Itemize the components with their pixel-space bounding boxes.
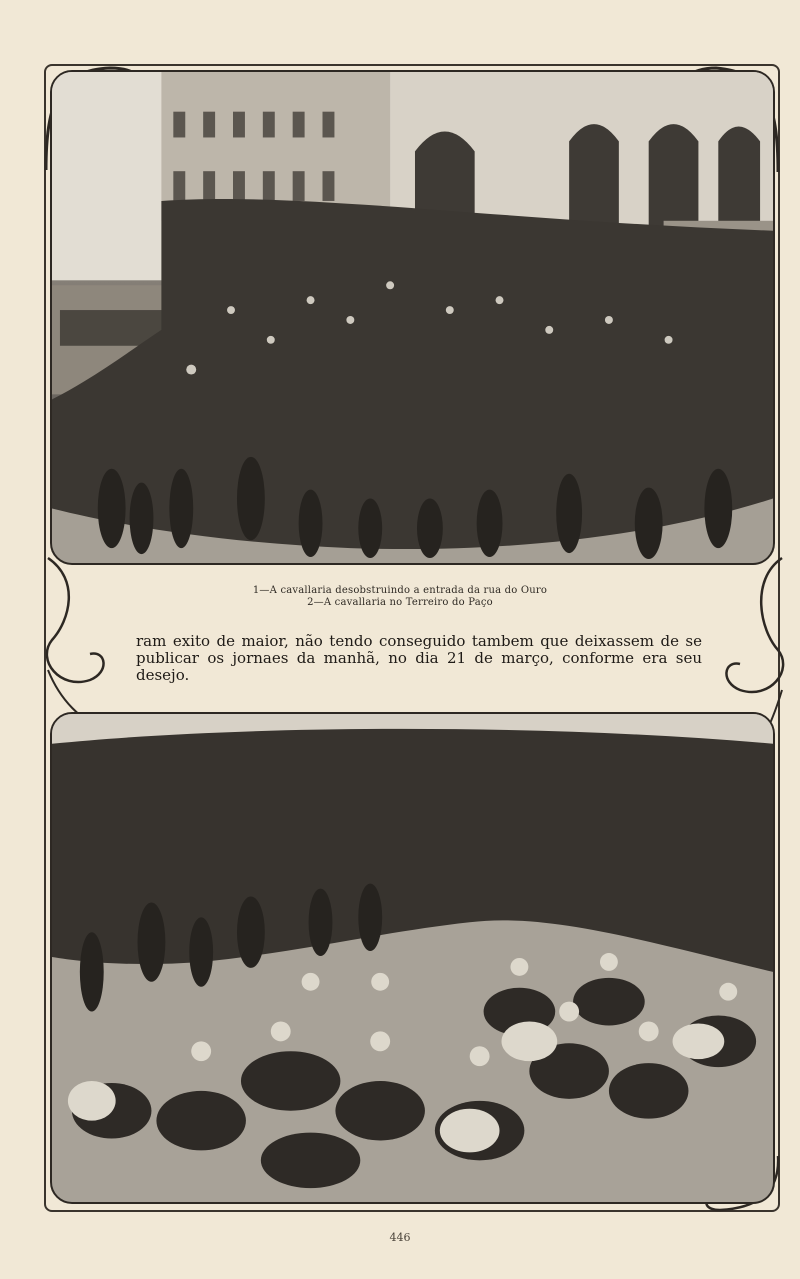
photo-cavalry-rua-do-ouro (50, 70, 775, 565)
page-number: 446 (389, 1231, 411, 1244)
body-paragraph: ram exito de maior, não tendo conseguido tambem que deixassem de se publicar os jornaes da manhã, no dia 21 de março, conforme era seu desejo. (136, 632, 702, 684)
caption-line-2: 2—A cavallaria no Terreiro do Paço (307, 597, 493, 608)
caption-line-1: 1—A cavallaria desobstruindo a entrada da rua do Ouro (252, 585, 548, 596)
photo-cavalry-terreiro-do-paco (50, 712, 775, 1204)
photo-captions (150, 585, 650, 609)
